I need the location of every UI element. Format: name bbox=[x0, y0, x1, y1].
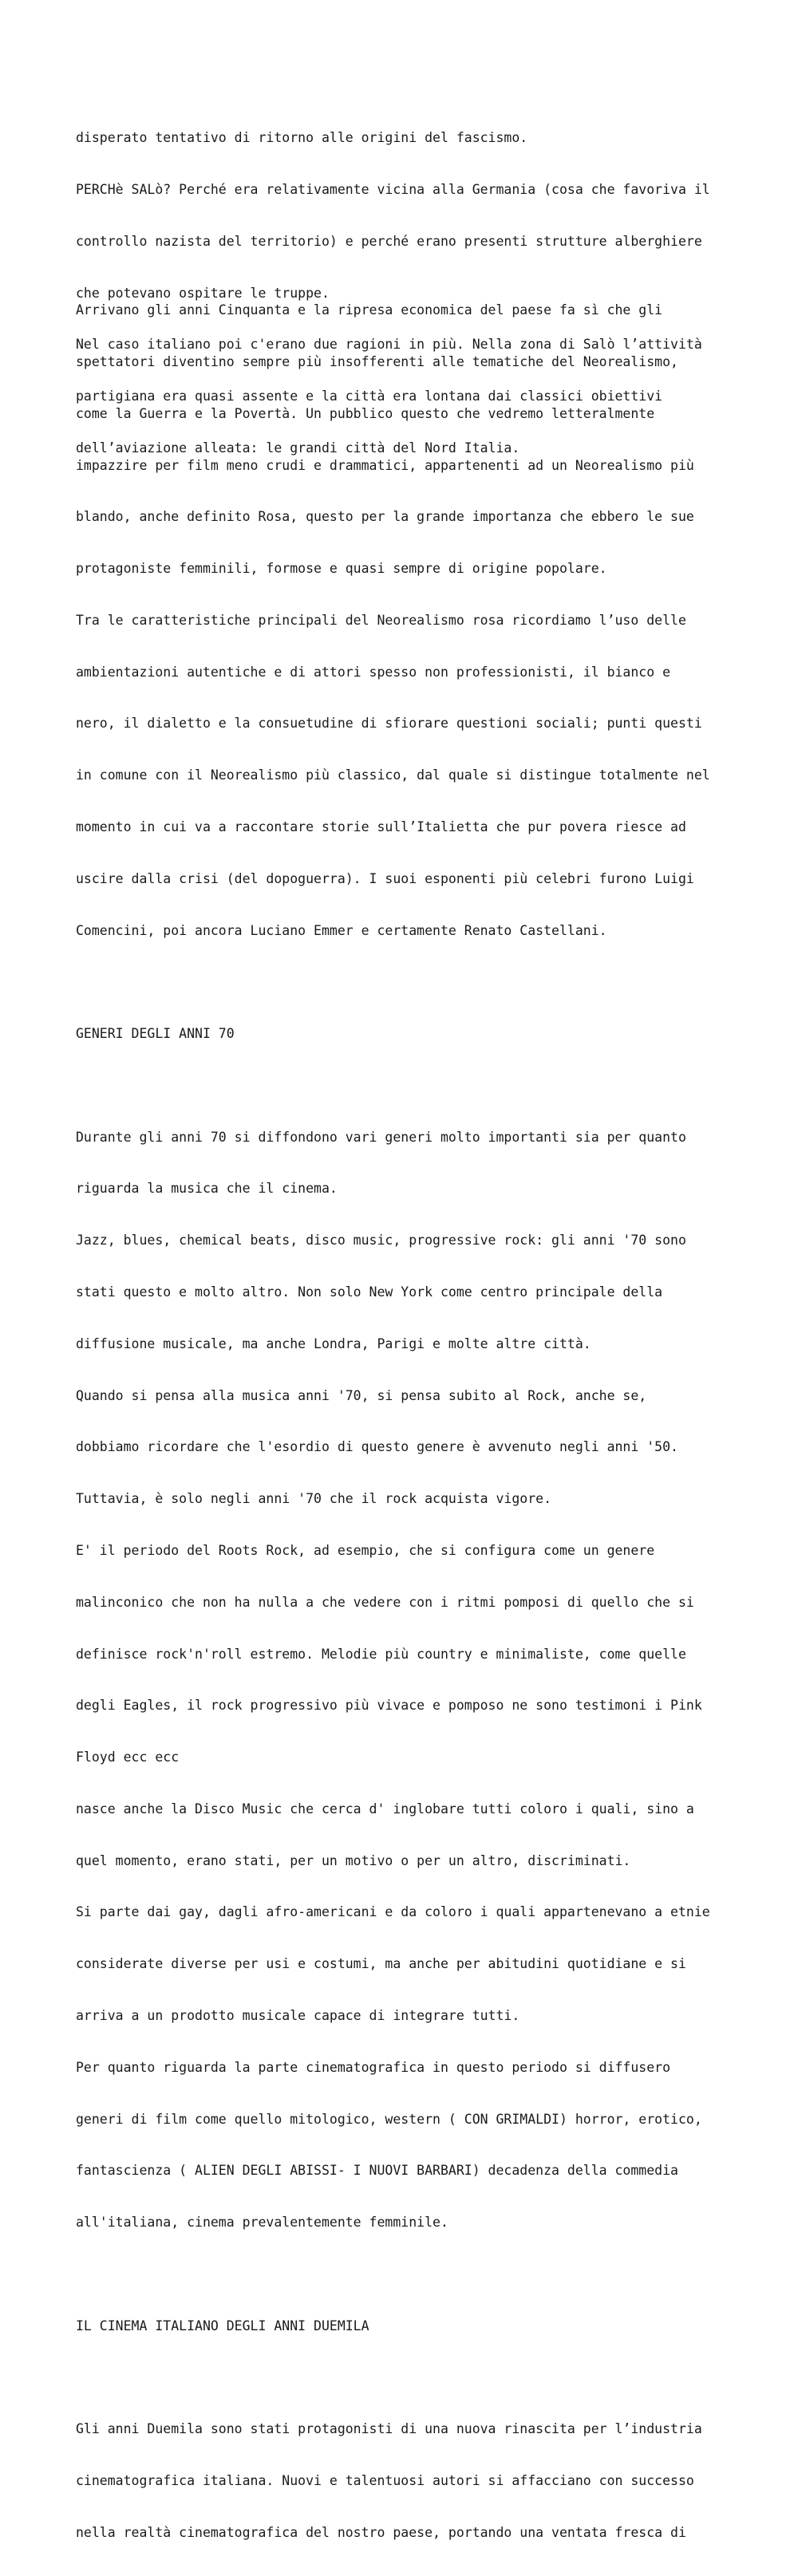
text-line: definisce rock'n'roll estremo. Melodie più country e minimaliste, come quelle bbox=[76, 1646, 686, 1662]
text-line: all'italiana, cinema prevalentemente femminile. bbox=[76, 2215, 448, 2231]
text-line: cinematografica italiana. Nuovi e talentuosi autori si affacciano con successo bbox=[76, 2473, 694, 2488]
text-line: disperato tentativo di ritorno alle origini del fascismo. bbox=[76, 130, 528, 146]
text-line: Tra le caratteristiche principali del Neorealismo rosa ricordiamo l’uso delle bbox=[76, 612, 686, 628]
text-line: Gli anni Duemila sono stati protagonisti di una nuova rinascita per l’industria bbox=[76, 2421, 702, 2437]
text-line: nella realtà cinematografica del nostro paese, portando una ventata fresca di bbox=[76, 2524, 686, 2540]
text-line: che potevano ospitare le truppe. bbox=[76, 285, 330, 301]
text-line: quel momento, erano stati, per un motivo o per un altro, discriminati. bbox=[76, 1852, 631, 1868]
text-line: stati questo e molto altro. Non solo New York come centro principale della bbox=[76, 1284, 663, 1300]
text-line: Arrivano gli anni Cinquanta e la ripresa economica del paese fa sì che gli bbox=[76, 302, 663, 318]
text-line: protagoniste femminili, formose e quasi sempre di origine popolare. bbox=[76, 561, 607, 577]
blank-line bbox=[76, 1077, 762, 1095]
paragraph-block-main bbox=[76, 267, 762, 2576]
text-line: considerate diverse per usi e costumi, ma anche per abitudini quotidiane e si bbox=[76, 1956, 686, 1972]
text-line: Quando si pensa alla musica anni '70, si pensa subito al Rock, anche se, bbox=[76, 1387, 647, 1403]
text-line: fantascienza ( ALIEN DEGLI ABISSI- I NUOVI BARBARI) decadenza della commedia bbox=[76, 2163, 678, 2179]
section-heading: IL CINEMA ITALIANO DEGLI ANNI DUEMILA bbox=[76, 2318, 369, 2333]
text-line: momento in cui va a raccontare storie sull’Italietta che pur povera riesce ad bbox=[76, 819, 686, 834]
text-line: generi di film come quello mitologico, western ( CON GRIMALDI) horror, erotico, bbox=[76, 2111, 702, 2127]
text-line: Floyd ecc ecc bbox=[76, 1750, 180, 1765]
text-line: impazzire per film meno crudi e drammatici, appartenenti ad un Neorealismo più bbox=[76, 457, 694, 473]
text-line: malinconico che non ha nulla a che vedere con i ritmi pomposi di quello che si bbox=[76, 1594, 694, 1610]
text-line: degli Eagles, il rock progressivo più vivace e pomposo ne sono testimoni i Pink bbox=[76, 1698, 702, 1714]
text-line: dell’aviazione alleata: le grandi città del Nord Italia. bbox=[76, 440, 520, 456]
text-line: blando, anche definito Rosa, questo per la grande importanza che ebbero le sue bbox=[76, 509, 694, 525]
blank-line bbox=[76, 2369, 762, 2386]
text-line: Jazz, blues, chemical beats, disco music, progressive rock: gli anni '70 sono bbox=[76, 1233, 686, 1249]
blank-line bbox=[76, 2266, 762, 2283]
text-line: spettatori diventino sempre più insofferenti alle tematiche del Neorealismo, bbox=[76, 353, 678, 369]
text-line: Nel caso italiano poi c'erano due ragioni in più. Nella zona di Salò l’attività bbox=[76, 337, 702, 353]
text-line: E' il periodo del Roots Rock, ad esempio, che si configura come un genere bbox=[76, 1542, 655, 1558]
text-line: Tuttavia, è solo negli anni '70 che il rock acquista vigore. bbox=[76, 1491, 552, 1507]
blank-line bbox=[76, 973, 762, 991]
text-line: controllo nazista del territorio) e perché erano presenti strutture alberghiere bbox=[76, 233, 702, 249]
text-line: arriva a un prodotto musicale capace di integrare tutti. bbox=[76, 2007, 520, 2023]
text-line: Comencini, poi ancora Luciano Emmer e certamente Renato Castellani. bbox=[76, 922, 607, 938]
text-line: uscire dalla crisi (del dopoguerra). I suoi esponenti più celebri furono Luigi bbox=[76, 870, 694, 886]
text-line: Durante gli anni 70 si diffondono vari generi molto importanti sia per quanto bbox=[76, 1129, 686, 1145]
text-line: riguarda la musica che il cinema. bbox=[76, 1181, 338, 1197]
text-line: diffusione musicale, ma anche Londra, Parigi e molte altre città. bbox=[76, 1335, 591, 1351]
text-line: nero, il dialetto e la consuetudine di sfiorare questioni sociali; punti questi bbox=[76, 716, 702, 732]
text-line: nasce anche la Disco Music che cerca d' inglobare tutti coloro i quali, sino a bbox=[76, 1801, 694, 1817]
text-line: come la Guerra e la Povertà. Un pubblico questo che vedremo letteralmente bbox=[76, 405, 655, 421]
section-heading: GENERI DEGLI ANNI 70 bbox=[76, 1026, 235, 1042]
text-line: ambientazioni autentiche e di attori spesso non professionisti, il bianco e bbox=[76, 664, 671, 680]
text-line: Si parte dai gay, dagli afro-americani e da coloro i quali appartenevano a etnie bbox=[76, 1904, 710, 1920]
text-line: PERCHè SALò? Perché era relativamente vicina alla Germania (cosa che favoriva il bbox=[76, 181, 710, 197]
text-line: in comune con il Neorealismo più classico, dal quale si distingue totalmente nel bbox=[76, 767, 710, 783]
text-line: dobbiamo ricordare che l'esordio di questo genere è avvenuto negli anni '50. bbox=[76, 1439, 678, 1455]
text-line: partigiana era quasi assente e la città era lontana dai classici obiettivi bbox=[76, 389, 663, 404]
text-line: Per quanto riguarda la parte cinematografica in questo periodo si diffusero bbox=[76, 2059, 671, 2075]
